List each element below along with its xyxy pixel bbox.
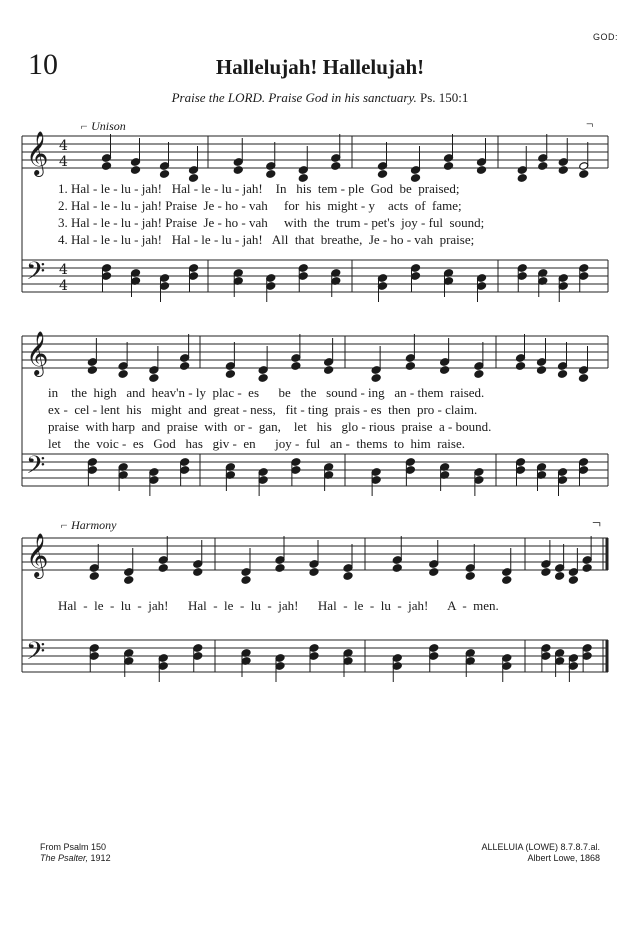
treble-note [309, 568, 319, 577]
verse-3-line-a: 3. Hal - le - lu - jah! Praise Je - ho - vah with the trum - pet's joy - ful sound; [58, 215, 485, 230]
treble-note [405, 362, 415, 371]
treble-note [101, 162, 111, 171]
treble-note [266, 170, 276, 179]
treble-note [558, 166, 568, 175]
harmony-lyric-line: Hal - le - lu - jah! Hal - le - lu - jah! Hal - le - lu - jah! A - men. [58, 598, 499, 613]
time-signature-top: 4 [59, 138, 68, 154]
treble-note [392, 564, 402, 573]
treble-clef: 𝄞 [26, 131, 49, 175]
treble-note [291, 362, 301, 371]
harmony-end-bracket: ¬ [592, 515, 602, 532]
treble-note [515, 362, 525, 371]
treble-note [343, 572, 353, 581]
treble-note [517, 174, 527, 183]
treble-note [555, 572, 565, 581]
treble-note [130, 166, 140, 175]
treble-note [258, 374, 268, 383]
section-header: GOD: [592, 32, 618, 42]
treble-note [541, 568, 551, 577]
treble-note [324, 366, 334, 375]
treble-note [371, 374, 381, 383]
verse-4-line-a: 4. Hal - le - lu - jah! Hal - le - lu - jah! All that breathe, Je - ho - vah praise; [58, 232, 475, 247]
tune-credit [481, 842, 600, 864]
treble-note [275, 564, 285, 573]
verse-2-line-a: 2. Hal - le - lu - jah! Praise Je - ho - vah for his might - y acts of fame; [58, 198, 462, 213]
hymn-number: 10 [28, 48, 58, 81]
text-attribution [40, 853, 111, 864]
tune-name-meter: ALLELUIA (LOWE) 8.7.8.7.al. [481, 842, 600, 852]
treble-note [579, 170, 589, 179]
unison-label: Unison [91, 119, 126, 133]
treble-note [193, 568, 203, 577]
treble-note [377, 170, 387, 179]
treble-note [124, 576, 134, 585]
bass-clef: 𝄢 [26, 451, 46, 486]
text-credit [40, 842, 111, 864]
treble-note [474, 370, 484, 379]
verse-1-line-b: in the high and heav'n - ly plac - es be the sound - ing an - them raised. [48, 385, 485, 400]
epigraph-reference: Ps. 150:1 [420, 90, 469, 105]
treble-note [536, 366, 546, 375]
unison-marker: ⌐ Unison [80, 119, 126, 133]
treble-note [331, 162, 341, 171]
hymn-title: Hallelujah! Hallelujah! [215, 55, 425, 79]
treble-note [465, 572, 475, 581]
treble-note [158, 564, 168, 573]
treble-note [225, 370, 235, 379]
treble-note [233, 166, 243, 175]
verse-4-line-b: let the voic - es God has giv - en joy - ful an - thems to him raise. [48, 436, 466, 451]
harmony-label: Harmony [71, 518, 117, 532]
treble-note [568, 576, 578, 585]
harmony-marker: ⌐ Harmony [60, 518, 117, 532]
treble-note [159, 170, 169, 179]
treble-note [502, 576, 512, 585]
epigraph-text: Praise the LORD. Praise God in his sanctuary. [171, 90, 417, 105]
treble-note [582, 564, 592, 573]
treble-clef: 𝄞 [26, 533, 49, 577]
treble-note [557, 370, 567, 379]
time-signature-bottom: 4 [59, 278, 68, 294]
bass-clef: 𝄢 [26, 637, 46, 672]
treble-note [241, 576, 251, 585]
treble-note [89, 572, 99, 581]
composer: Albert Lowe, 1868 [527, 853, 600, 863]
treble-note [87, 366, 97, 375]
psalter-name: The Psalter, [40, 853, 89, 863]
treble-note [538, 162, 548, 171]
treble-note [429, 568, 439, 577]
text-source: From Psalm 150 [40, 842, 107, 852]
treble-note [578, 374, 588, 383]
treble-note [118, 370, 128, 379]
treble-note [443, 162, 453, 171]
verse-1-line-a: 1. Hal - le - lu - jah! Hal - le - lu - jah! In his tem - ple God be praised; [58, 181, 460, 196]
treble-note [476, 166, 486, 175]
time-signature-bottom: 4 [59, 154, 68, 170]
treble-clef: 𝄞 [26, 331, 49, 375]
treble-note [440, 366, 450, 375]
psalter-year: 1912 [90, 853, 111, 863]
treble-note [149, 374, 159, 383]
time-signature-top: 4 [59, 262, 68, 278]
unison-end-bracket: ¬ [586, 116, 594, 131]
verse-2-line-b: ex - cel - lent his might and great - ness, fit - ting prais - es then pro - claim. [48, 402, 478, 417]
treble-note [180, 362, 190, 371]
bass-clef: 𝄢 [26, 257, 46, 292]
verse-3-line-b: praise with harp and praise with or - gan, let his glo - rious praise a - bound. [48, 419, 492, 434]
